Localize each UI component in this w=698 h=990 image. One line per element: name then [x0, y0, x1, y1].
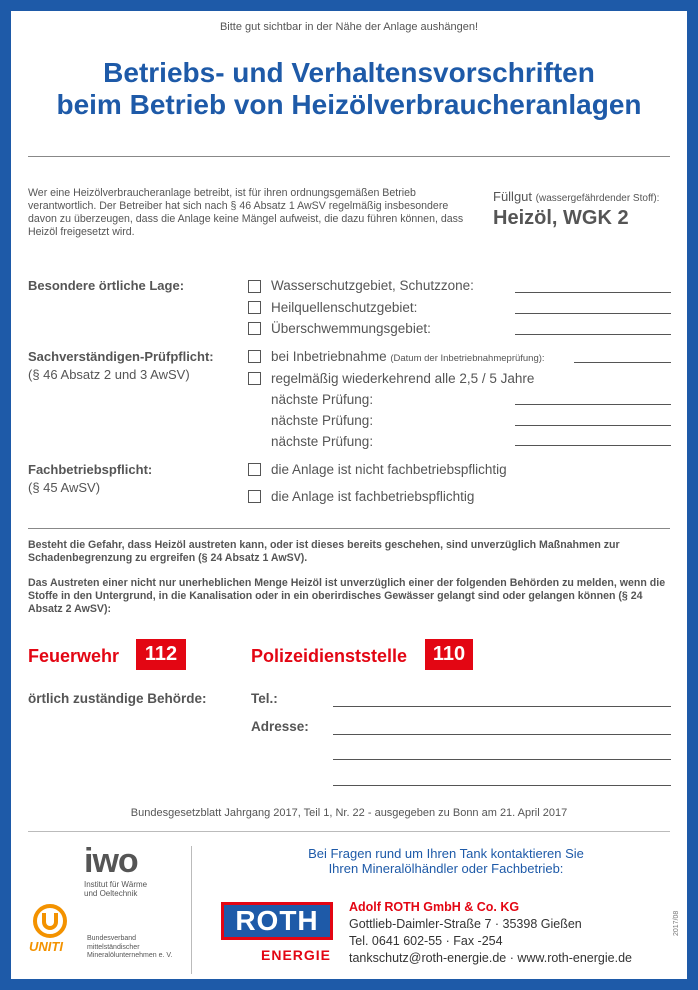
option-inbetriebnahme-label: bei Inbetriebnahme — [271, 349, 387, 364]
fire-number: 112 — [136, 639, 186, 670]
company-name: Adolf ROTH GmbH & Co. KG — [349, 900, 520, 914]
fill-line-next-2[interactable] — [515, 425, 671, 426]
checkbox-nicht-fachbetrieb[interactable] — [248, 463, 261, 476]
checkbox-ueberschwemmung[interactable] — [248, 322, 261, 335]
next-check-label-3: nächste Prüfung: — [271, 434, 374, 449]
option-fachbetrieb: die Anlage ist fachbetriebspflichtig — [271, 489, 475, 504]
company-web[interactable]: tankschutz@roth-energie.de · www.roth-energie.de — [349, 951, 632, 965]
checkbox-regelmaessig[interactable] — [248, 372, 261, 385]
fuellgut-note: (wassergefährdender Stoff): — [535, 193, 660, 204]
option-inbetriebnahme — [271, 349, 545, 364]
option-ueberschwemmung: Überschwemmungsgebiet: — [271, 321, 431, 336]
divider — [28, 156, 670, 157]
uniti-text-line-1: Bundesverband — [87, 935, 137, 942]
source-note: Bundesgesetzblatt Jahrgang 2017, Teil 1, Nr. 22 - ausgegeben zu Bonn am 21. April 2017 — [130, 807, 568, 819]
divider — [28, 831, 670, 832]
iwo-logo-mark: iwo — [84, 842, 138, 880]
document-code: 2017/08 — [673, 910, 680, 936]
company-phone: Tel. 0641 602-55 · Fax -254 — [349, 934, 503, 948]
police-number: 110 — [425, 639, 473, 670]
iwo-text — [84, 880, 147, 898]
logo-separator — [191, 846, 192, 974]
checkbox-inbetriebnahme[interactable] — [248, 350, 261, 363]
next-check-label-1: nächste Prüfung: — [271, 392, 374, 407]
fill-line-inbetriebnahme[interactable] — [574, 362, 671, 363]
address-fill-line-2[interactable] — [333, 759, 671, 760]
iwo-logo — [84, 844, 138, 878]
fill-line-heilquellen[interactable] — [515, 313, 671, 314]
iwo-text-line-1: Institut für Wärme — [84, 880, 148, 889]
address-fill-line-3[interactable] — [333, 785, 671, 786]
fach-sub: (§ 45 AwSV) — [28, 480, 101, 495]
checkbox-wasserschutz[interactable] — [248, 280, 261, 293]
fach-title: Fachbetriebspflicht: — [28, 462, 153, 477]
warning-damage: Besteht die Gefahr, dass Heizöl austreten kann, oder ist dieses bereits geschehen, sind unverzüglich Maßnahmen zur Schadenbegrenzung zu ergreifen (§ 24 Absatz 1 AwSV). — [28, 539, 620, 564]
page-title — [11, 57, 687, 121]
intro-text: Wer eine Heizölverbraucheranlage betreibt, ist für ihren ordnungsgemäßen Betrieb verantwortlich. Der Betreiber hat sich nach § 46 Absatz 1 AwSV regelmäßig insbesondere davon zu überzeugen, dass die Anlage keine Mängel aufweist, die dazu führen können, dass Heizöl freigesetzt wird. — [28, 187, 464, 238]
warning-report: Das Austreten einer nicht nur unerheblichen Menge Heizöl ist unverzüglich einer der folgenden Behörden zu melden, wenn die Stoffe in den Untergrund, in die Kanalisation oder in ein oberirdisches Gewässer gelangt sind oder gelangen können (§ 24 Absatz 2 AwSV): — [28, 577, 666, 615]
pruef-sub: (§ 46 Absatz 2 und 3 AwSV) — [28, 367, 190, 382]
option-inbetriebnahme-note: (Datum der Inbetriebnahmeprüfung): — [390, 353, 545, 364]
checkbox-heilquellen[interactable] — [248, 301, 261, 314]
contact-line-2: Ihren Mineralölhändler oder Fachbetrieb: — [328, 861, 564, 876]
option-nicht-fachbetrieb: die Anlage ist nicht fachbetriebspflichtig — [271, 462, 507, 477]
uniti-logo-mark: UNITI — [29, 939, 63, 954]
notice-sheet — [11, 11, 687, 979]
next-check-label-2: nächste Prüfung: — [271, 413, 374, 428]
posting-note: Bitte gut sichtbar in der Nähe der Anlage aushängen! — [219, 21, 479, 33]
roth-logo-sub: ENERGIE — [261, 947, 332, 963]
lage-title: Besondere örtliche Lage: — [28, 278, 185, 293]
fuellgut-value: Heizöl, WGK 2 — [493, 207, 629, 229]
iwo-text-line-2: und Oeltechnik — [84, 889, 138, 898]
fill-line-ueberschwemmung[interactable] — [515, 334, 671, 335]
address-fill-line-1[interactable] — [333, 734, 671, 735]
company-block — [349, 899, 632, 967]
uniti-logo-icon — [28, 904, 72, 943]
title-line-1: Betriebs- und Verhaltensvorschriften — [103, 57, 595, 88]
option-regelmaessig: regelmäßig wiederkehrend alle 2,5 / 5 Jahre — [271, 371, 535, 386]
uniti-text-line-2: mittelständischer — [87, 943, 140, 951]
pruef-title: Sachverständigen-Prüfpflicht: — [28, 349, 214, 364]
option-wasserschutz: Wasserschutzgebiet, Schutzzone: — [271, 278, 474, 293]
roth-logo: ROTH — [221, 902, 333, 940]
tel-fill-line[interactable] — [333, 706, 671, 707]
uniti-text-line-3: Mineralölunternehmen e. V. — [87, 952, 173, 959]
contact-intro — [236, 846, 656, 876]
company-street: Gottlieb-Daimler-Straße 7 · 35398 Gießen — [349, 917, 582, 931]
contact-line-1: Bei Fragen rund um Ihren Tank kontaktieren Sie — [308, 846, 584, 861]
fire-dept-label: Feuerwehr — [28, 646, 120, 666]
fill-line-next-3[interactable] — [515, 445, 671, 446]
divider — [28, 528, 670, 529]
tel-label: Tel.: — [251, 691, 278, 706]
address-label: Adresse: — [251, 719, 309, 734]
checkbox-fachbetrieb[interactable] — [248, 490, 261, 503]
fuellgut-label — [493, 189, 659, 204]
fill-line-wasserschutz[interactable] — [515, 292, 671, 293]
police-label: Polizeidienststelle — [251, 646, 408, 666]
title-line-2: beim Betrieb von Heizölverbraucheranlagen — [56, 89, 642, 120]
fuellgut-title: Füllgut — [493, 189, 533, 204]
fill-line-next-1[interactable] — [515, 404, 671, 405]
option-heilquellen: Heilquellenschutzgebiet: — [271, 300, 418, 315]
authority-label: örtlich zuständige Behörde: — [28, 691, 207, 706]
uniti-text — [87, 935, 172, 961]
